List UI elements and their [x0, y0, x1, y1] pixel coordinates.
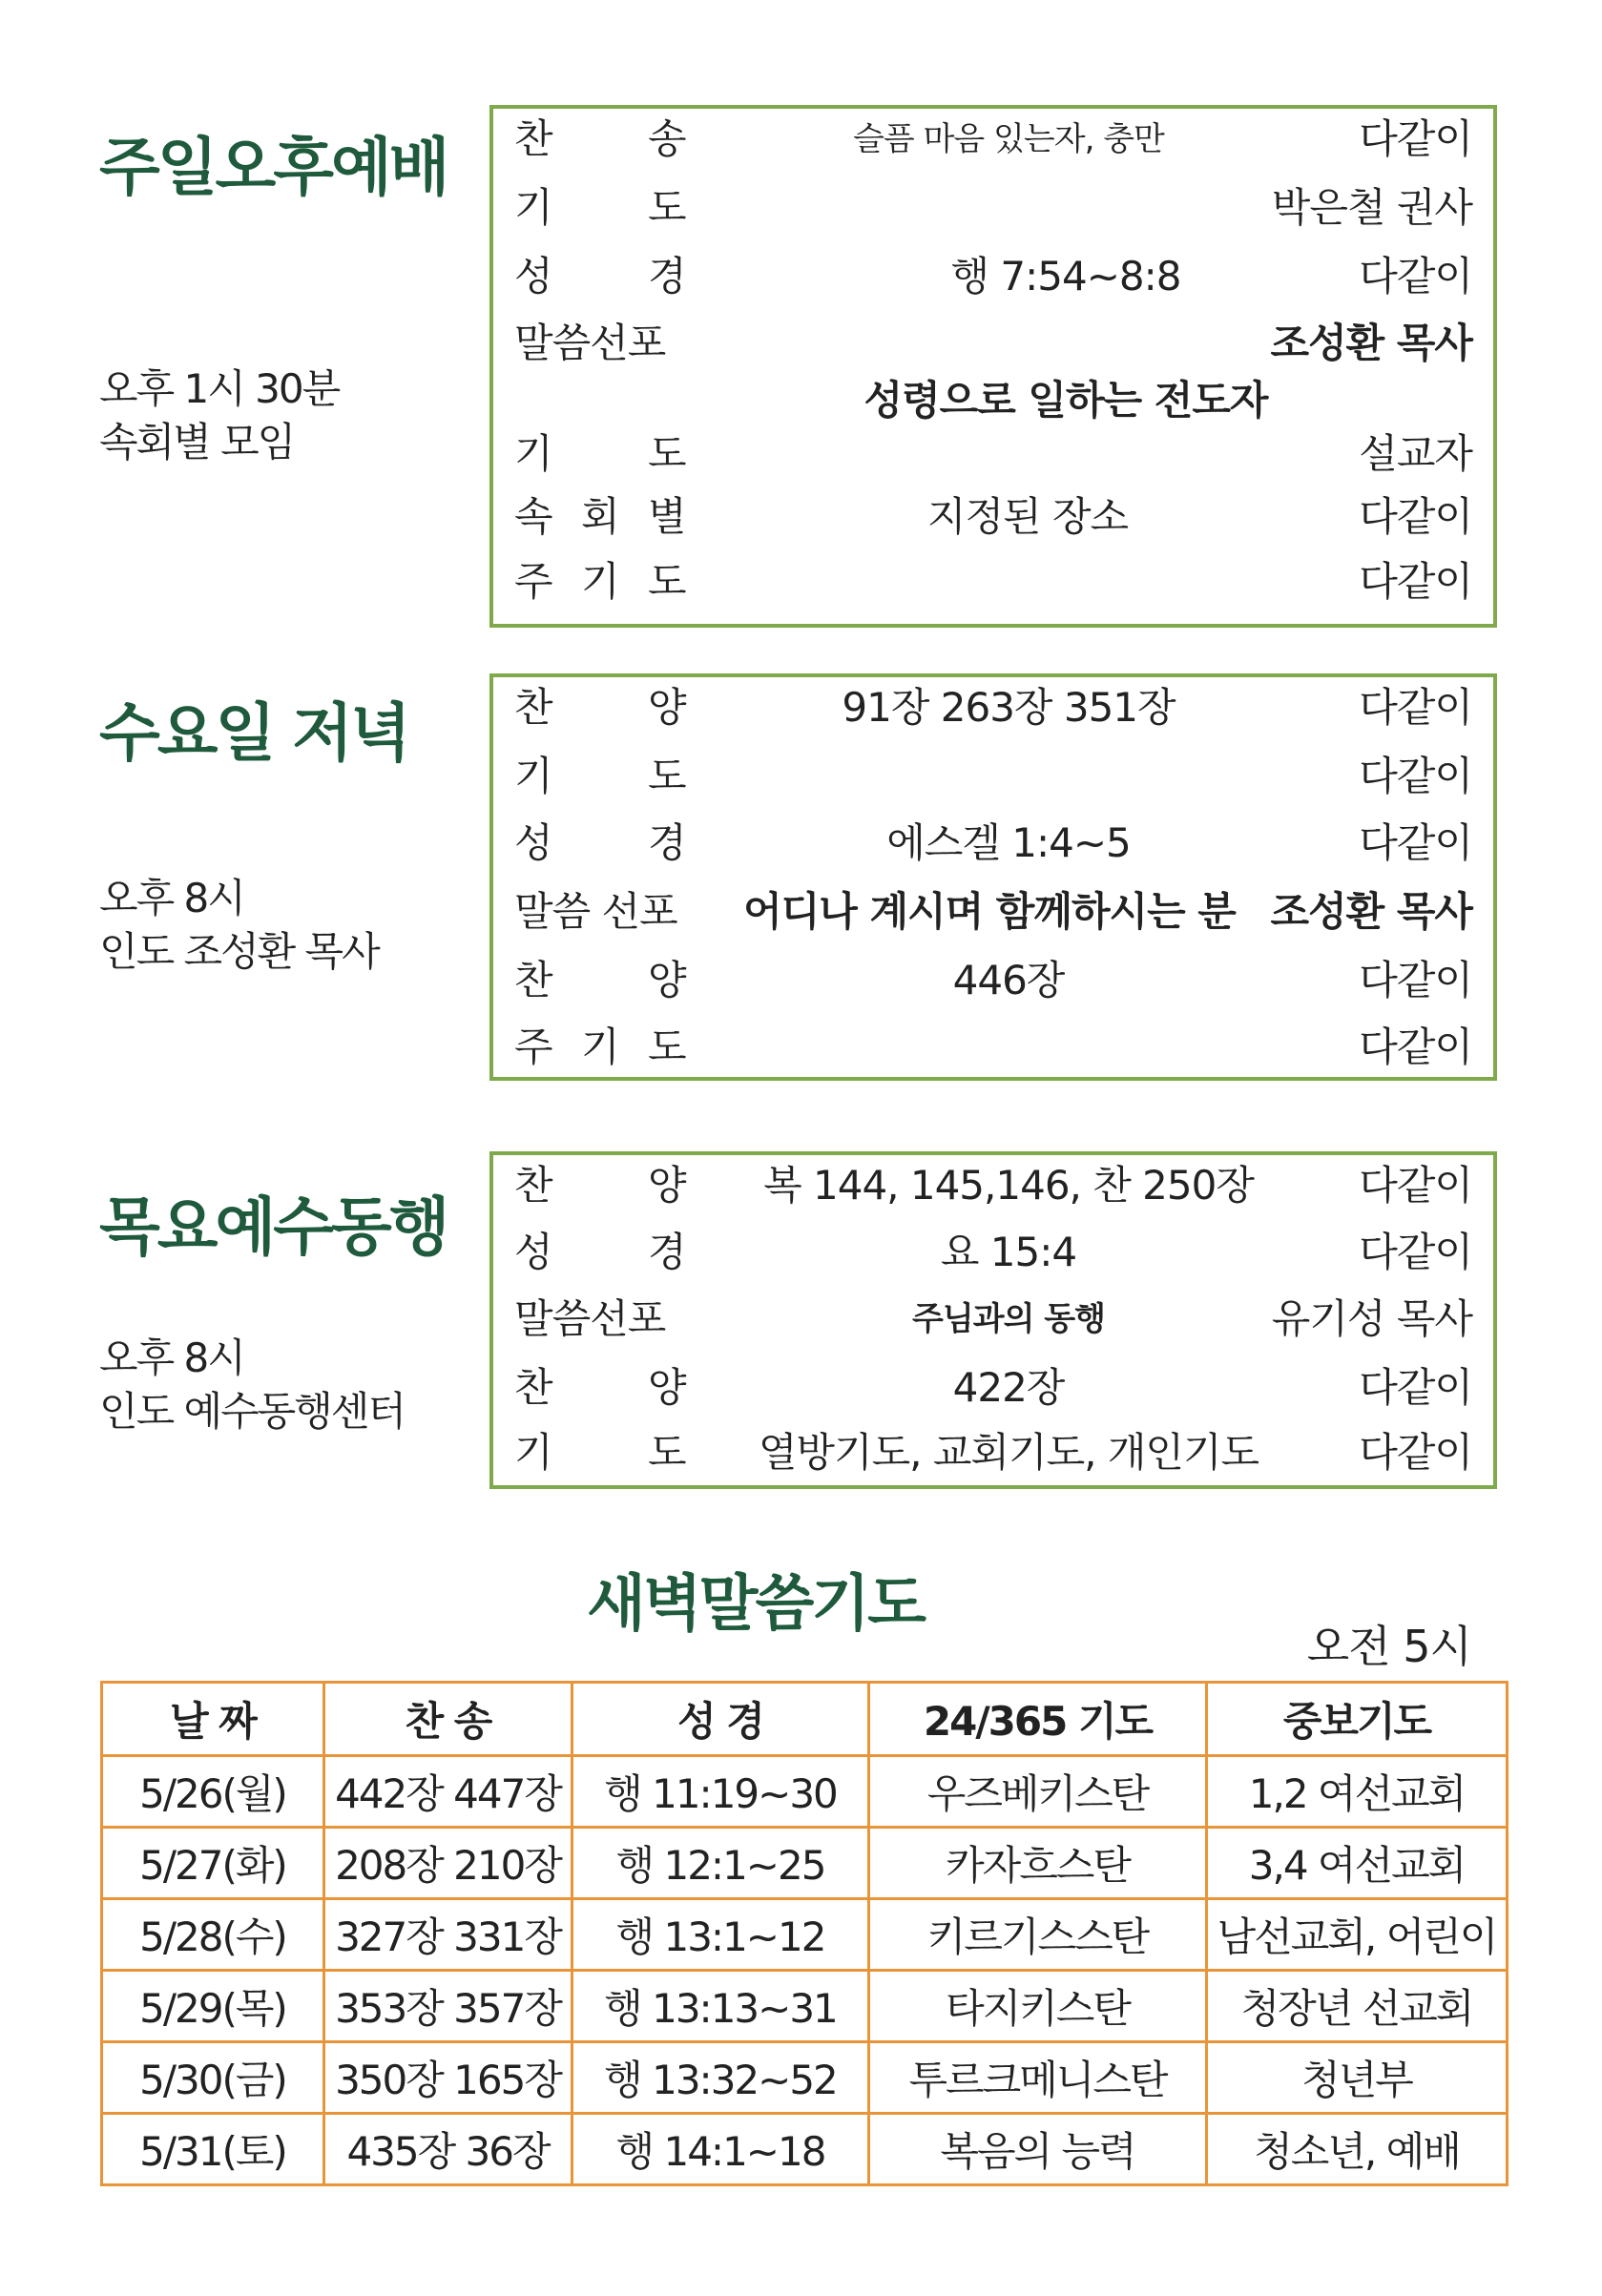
table-cell: 435장 36장 — [324, 2114, 572, 2185]
sunday-order-row — [493, 553, 1493, 610]
order-leader: 다같이 — [1359, 1364, 1472, 1411]
sunday-order-box — [489, 105, 1497, 628]
order-label-part: 성 — [514, 1229, 552, 1275]
thursday-note — [99, 1332, 405, 1438]
table-cell: 우즈베키스탄 — [869, 1756, 1207, 1828]
order-leader: 다같이 — [1359, 558, 1472, 605]
sunday-note-line-2: 속회별 모임 — [99, 419, 295, 465]
order-leader: 다같이 — [1359, 1429, 1472, 1476]
table-row — [102, 2114, 1508, 2185]
order-label-part: 경 — [648, 1229, 686, 1275]
sunday-order-row — [493, 179, 1493, 237]
table-row — [102, 1899, 1508, 1971]
order-label — [514, 1291, 686, 1348]
order-content: 446장 — [952, 957, 1065, 1003]
order-label — [514, 111, 686, 168]
order-label-part: 별 — [648, 493, 686, 540]
order-label — [514, 488, 686, 546]
order-content: 에스겔 1:4~5 — [886, 819, 1131, 866]
order-label — [514, 1224, 686, 1281]
thursday-note-line-1: 오후 8시 — [99, 1334, 244, 1381]
order-content — [722, 425, 1295, 483]
table-cell: 행 13:32~52 — [572, 2042, 869, 2114]
table-cell: 442장 447장 — [324, 1756, 572, 1828]
order-content: 어디나 계시며 함께하시는 분 — [743, 888, 1236, 935]
wednesday-note-line-1: 오후 8시 — [99, 875, 244, 921]
order-label — [514, 425, 686, 483]
table-cell: 5/29(목) — [102, 1971, 324, 2042]
table-cell: 청장년 선교회 — [1207, 1971, 1508, 2042]
order-leader: 조성환 목사 — [1270, 888, 1472, 935]
dawn-header-row — [102, 1683, 1508, 1756]
order-content — [722, 179, 1295, 237]
wednesday-order-box — [489, 673, 1497, 1081]
order-leader: 다같이 — [1359, 253, 1472, 300]
table-cell: 청년부 — [1207, 2042, 1508, 2114]
order-label-part: 도 — [648, 1429, 686, 1476]
order-content — [722, 553, 1295, 610]
wednesday-note-line-2: 인도 조성환 목사 — [99, 928, 379, 975]
order-leader: 다같이 — [1359, 957, 1472, 1003]
sunday-order-row — [493, 111, 1493, 168]
table-cell: 키르기스스탄 — [869, 1899, 1207, 1971]
thursday-note-line-2: 인도 예수동행센터 — [99, 1388, 405, 1435]
table-cell: 353장 357장 — [324, 1971, 572, 2042]
thursday-order-row — [493, 1157, 1493, 1214]
sunday-order-row — [493, 372, 1493, 429]
order-label — [514, 883, 686, 941]
table-row — [102, 1828, 1508, 1899]
order-label — [514, 1424, 686, 1481]
table-cell: 5/31(토) — [102, 2114, 324, 2185]
order-label-part: 성 — [514, 819, 552, 866]
order-label-part: 찬 — [514, 684, 552, 731]
table-cell: 청소년, 예배 — [1207, 2114, 1508, 2185]
table-cell: 행 11:19~30 — [572, 1756, 869, 1828]
table-cell: 카자흐스탄 — [869, 1828, 1207, 1899]
order-label — [514, 1157, 686, 1214]
order-label-part: 경 — [648, 253, 686, 300]
sunday-note-line-1: 오후 1시 30분 — [99, 365, 340, 412]
order-leader: 박은철 권사 — [1271, 184, 1472, 231]
order-label-part: 성 — [514, 253, 552, 300]
order-label-part: 찬 — [514, 957, 552, 1003]
table-cell: 타지키스탄 — [869, 1971, 1207, 2042]
order-label-part: 경 — [648, 819, 686, 866]
order-label-part: 말씀 선포 — [514, 888, 677, 935]
order-label — [514, 372, 686, 429]
table-cell: 208장 210장 — [324, 1828, 572, 1899]
order-leader: 다같이 — [1359, 819, 1472, 866]
order-label-part: 기 — [514, 430, 552, 477]
order-label — [514, 1019, 686, 1076]
wednesday-order-row — [493, 883, 1493, 941]
table-cell: 1,2 여선교회 — [1207, 1756, 1508, 1828]
order-content: 열방기도, 교회기도, 개인기도 — [758, 1429, 1259, 1476]
wednesday-note — [99, 872, 379, 979]
sunday-order-row — [493, 488, 1493, 546]
dawn-time: 오전 5시 — [1306, 1621, 1471, 1672]
order-label-part: 회 — [581, 493, 619, 540]
table-row — [102, 2042, 1508, 2114]
table-cell: 행 13:1~12 — [572, 1899, 869, 1971]
table-row — [102, 1756, 1508, 1828]
wednesday-order-row — [493, 815, 1493, 872]
order-content: 지정된 장소 — [926, 493, 1129, 540]
dawn-column-header: 날 짜 — [102, 1683, 324, 1756]
dawn-column-header: 24/365 기도 — [869, 1683, 1207, 1756]
order-label — [514, 248, 686, 305]
order-label — [514, 815, 686, 872]
order-content — [722, 1019, 1295, 1076]
order-leader: 다같이 — [1359, 1229, 1472, 1275]
order-label — [514, 748, 686, 805]
dawn-column-header: 성 경 — [572, 1683, 869, 1756]
order-label-part: 주 — [514, 1024, 552, 1070]
order-label-part: 기 — [581, 558, 619, 605]
table-cell: 327장 331장 — [324, 1899, 572, 1971]
order-label-part: 양 — [648, 957, 686, 1003]
order-label-part: 기 — [514, 1429, 552, 1476]
order-content: 슬픔 마음 있는자, 충만 — [853, 120, 1164, 158]
order-label-part: 송 — [648, 115, 686, 162]
dawn-title: 새벽말씀기도 — [587, 1569, 924, 1640]
sunday-order-row — [493, 315, 1493, 372]
wednesday-order-row — [493, 748, 1493, 805]
order-leader: 다같이 — [1359, 684, 1472, 731]
order-label-part: 양 — [648, 684, 686, 731]
order-content: 성령으로 일하는 전도자 — [863, 377, 1268, 424]
dawn-schedule-table — [100, 1681, 1508, 2186]
table-cell: 5/26(월) — [102, 1756, 324, 1828]
order-label-part: 말씀선포 — [514, 1295, 666, 1342]
order-label-part: 기 — [581, 1024, 619, 1070]
order-label-part: 도 — [648, 558, 686, 605]
order-content: 복 144, 145,146, 찬 250장 — [763, 1162, 1254, 1209]
table-cell: 행 13:13~31 — [572, 1971, 869, 2042]
table-cell: 복음의 능력 — [869, 2114, 1207, 2185]
order-leader: 설교자 — [1359, 430, 1472, 477]
table-cell: 5/27(화) — [102, 1828, 324, 1899]
thursday-order-row — [493, 1224, 1493, 1281]
order-content: 요 15:4 — [940, 1229, 1077, 1275]
sunday-note — [99, 362, 339, 469]
order-label-part: 속 — [514, 493, 552, 540]
order-content: 422장 — [952, 1364, 1065, 1411]
order-label-part: 찬 — [514, 1162, 552, 1209]
order-label-part: 주 — [514, 558, 552, 605]
dawn-column-header: 중보기도 — [1207, 1683, 1508, 1756]
order-leader: 다같이 — [1359, 115, 1472, 162]
thursday-order-row — [493, 1424, 1493, 1481]
table-row — [102, 1971, 1508, 2042]
order-content — [722, 315, 1295, 372]
order-content: 91장 263장 351장 — [842, 684, 1175, 731]
order-leader: 다같이 — [1359, 1162, 1472, 1209]
table-cell: 행 14:1~18 — [572, 2114, 869, 2185]
order-label-part: 양 — [648, 1364, 686, 1411]
order-label-part: 기 — [514, 753, 552, 799]
order-leader: 유기성 목사 — [1271, 1295, 1472, 1342]
dawn-column-header: 찬 송 — [324, 1683, 572, 1756]
order-label — [514, 553, 686, 610]
order-leader: 조성환 목사 — [1270, 320, 1472, 366]
order-label-part: 찬 — [514, 115, 552, 162]
thursday-order-row — [493, 1291, 1493, 1348]
order-label-part: 기 — [514, 184, 552, 231]
table-cell: 5/30(금) — [102, 2042, 324, 2114]
order-content — [722, 748, 1295, 805]
table-cell: 3,4 여선교회 — [1207, 1828, 1508, 1899]
order-content: 행 7:54~8:8 — [950, 253, 1181, 300]
sunday-title: 주일오후예배 — [99, 131, 447, 204]
order-leader: 다같이 — [1359, 753, 1472, 799]
order-label-part: 도 — [648, 430, 686, 477]
sunday-order-row — [493, 425, 1493, 483]
order-leader: 다같이 — [1359, 1024, 1472, 1070]
order-leader: 다같이 — [1359, 493, 1472, 540]
order-label-part: 말씀선포 — [514, 320, 666, 366]
order-label — [514, 679, 686, 736]
order-label-part: 도 — [648, 753, 686, 799]
thursday-order-box — [489, 1151, 1497, 1489]
table-cell: 행 12:1~25 — [572, 1828, 869, 1899]
order-label-part: 양 — [648, 1162, 686, 1209]
thursday-title: 목요예수동행 — [99, 1190, 447, 1264]
table-cell: 5/28(수) — [102, 1899, 324, 1971]
order-label — [514, 179, 686, 237]
wednesday-order-row — [493, 679, 1493, 736]
sunday-order-row — [493, 248, 1493, 305]
table-cell: 남선교회, 어린이 — [1207, 1899, 1508, 1971]
order-label — [514, 952, 686, 1009]
wednesday-title: 수요일 저녁 — [99, 696, 408, 770]
table-cell: 350장 165장 — [324, 2042, 572, 2114]
thursday-order-row — [493, 1359, 1493, 1417]
table-cell: 투르크메니스탄 — [869, 2042, 1207, 2114]
order-label-part: 도 — [648, 184, 686, 231]
order-label — [514, 1359, 686, 1417]
wednesday-order-row — [493, 952, 1493, 1009]
order-label — [514, 315, 686, 372]
wednesday-order-row — [493, 1019, 1493, 1076]
order-label-part: 찬 — [514, 1364, 552, 1411]
order-content: 주님과의 동행 — [912, 1300, 1105, 1338]
order-label-part: 도 — [648, 1024, 686, 1070]
